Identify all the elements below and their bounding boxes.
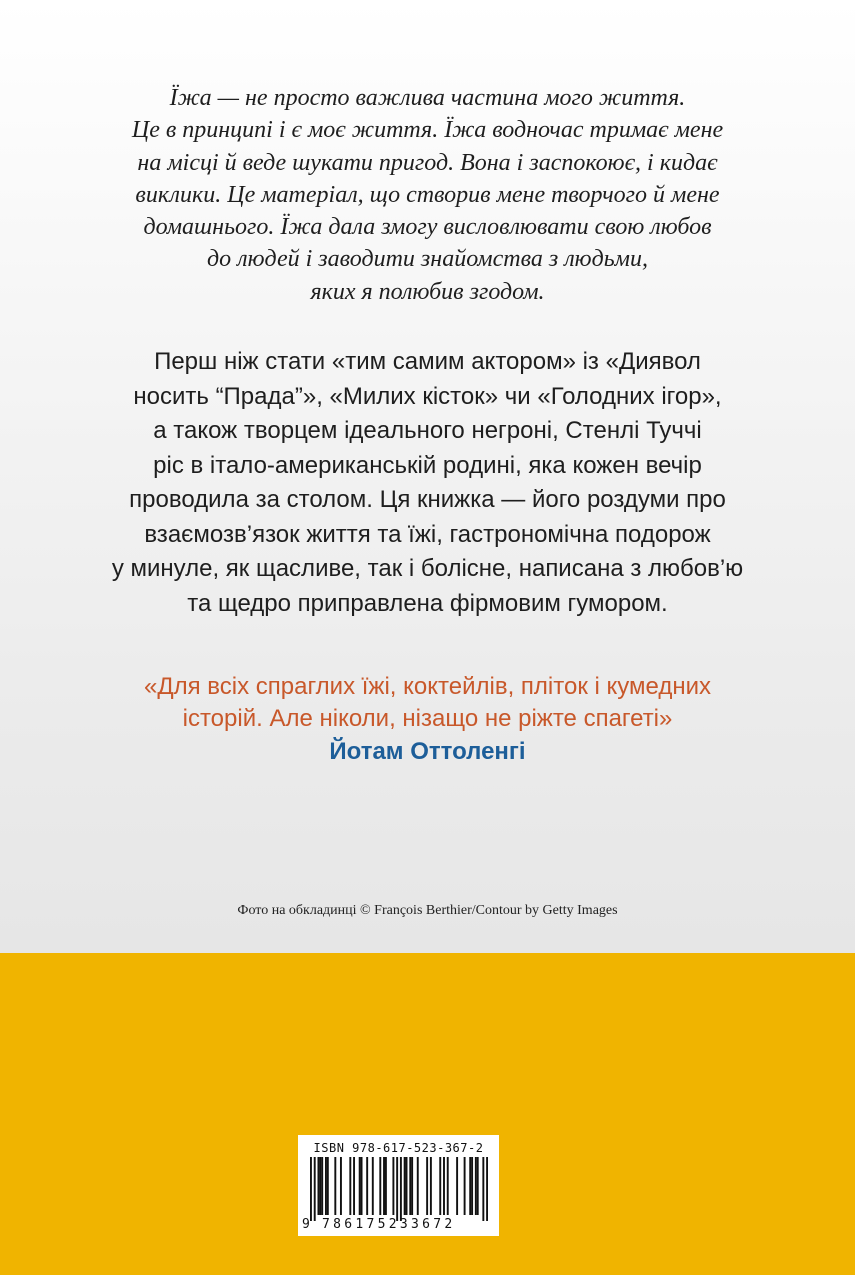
barcode-bar <box>392 1157 394 1215</box>
barcode-bar <box>340 1157 342 1215</box>
quote-author: Йотам Оттоленгі <box>329 738 526 765</box>
description-line: проводила за столом. Ця книжка — його роздуми про <box>129 486 726 513</box>
barcode-bar <box>439 1157 441 1215</box>
epigraph-line: до людей і заводити знайомства з людьми, <box>207 246 648 273</box>
barcode-bar <box>327 1157 329 1215</box>
description-line: у минуле, як щасливе, так і болісне, написана з любов’ю <box>111 555 744 582</box>
barcode-bar <box>456 1157 458 1215</box>
barcode-bar <box>409 1157 411 1215</box>
barcode-bar <box>430 1157 432 1215</box>
barcode-bar <box>486 1157 488 1221</box>
description-line: Перш ніж стати «тим самим актором» із «Диявол <box>154 348 701 375</box>
epigraph-text <box>60 82 795 308</box>
barcode-bar <box>366 1157 368 1215</box>
description-line: а також творцем ідеального негроні, Стенлі Туччі <box>153 417 702 444</box>
barcode-bar <box>475 1157 477 1215</box>
epigraph-line: домашнього. Їжа дала змогу висловлювати свою любов <box>143 214 712 241</box>
description-line: носить “Прада”», «Милих кісток» чи «Голодних ігор», <box>133 382 722 410</box>
barcode-bar <box>314 1157 316 1221</box>
barcode-bar <box>379 1157 381 1215</box>
barcode-bar <box>334 1157 336 1215</box>
barcode-bar <box>310 1157 312 1221</box>
barcode-bar <box>349 1157 351 1215</box>
barcode-bar <box>417 1157 419 1215</box>
epigraph-line: виклики. Це матеріал, що створив мене творчого й мене <box>135 181 720 208</box>
barcode-bar <box>443 1157 445 1215</box>
barcode-bar <box>372 1157 374 1215</box>
barcode-bar <box>396 1157 398 1221</box>
isbn-barcode <box>298 1135 499 1236</box>
barcode-bar <box>406 1157 408 1215</box>
barcode-bar <box>482 1157 484 1221</box>
description-line: ріс в італо-американській родині, яка кожен вечір <box>153 451 702 479</box>
barcode-bar <box>477 1157 479 1215</box>
isbn-label: ISBN 978-617-523-367-2 <box>313 1141 484 1155</box>
book-description <box>60 345 795 621</box>
epigraph-line: Це в принципі і є моє життя. Їжа водночас тримає мене <box>131 117 724 144</box>
barcode-bar <box>411 1157 413 1215</box>
barcode-bar <box>447 1157 449 1215</box>
description-line: та щедро приправлена фірмовим гумором. <box>187 589 668 617</box>
barcode-bar <box>385 1157 387 1215</box>
barcode-bars <box>310 1157 488 1221</box>
barcode-bar <box>469 1157 471 1215</box>
barcode-bar <box>426 1157 428 1215</box>
photo-credit: Фото на обкладинці © François Berthier/Contour by Getty Images <box>237 903 618 918</box>
barcode-bar <box>359 1157 361 1215</box>
barcode-digit-string: 786175233672 <box>322 1217 456 1232</box>
barcode-bar <box>383 1157 385 1215</box>
epigraph-line: на місці й веде шукати пригод. Вона і заспокоює, і кидає <box>137 149 718 176</box>
epigraph-line: Їжа — не просто важлива частина мого життя. <box>169 85 686 111</box>
barcode-bar <box>353 1157 355 1215</box>
review-quote <box>60 671 795 735</box>
barcode-bar <box>325 1157 327 1215</box>
quote-line: «Для всіх спраглих їжі, коктейлів, пліток і кумедних <box>144 673 711 700</box>
barcode-bar <box>321 1157 323 1215</box>
barcode-bar <box>404 1157 406 1215</box>
quote-line: історій. Але ніколи, нізащо не ріжте спагеті» <box>182 705 673 732</box>
barcode-bar <box>400 1157 402 1221</box>
barcode-first-digit: 9 <box>302 1217 310 1232</box>
barcode-bar <box>319 1157 321 1215</box>
barcode-bar <box>361 1157 363 1215</box>
barcode-bar <box>471 1157 473 1215</box>
barcode-bar <box>317 1157 319 1215</box>
barcode-bar <box>464 1157 466 1215</box>
description-line: взаємозв’язок життя та їжі, гастрономічна подорож <box>144 520 711 548</box>
epigraph-line: яких я полюбив згодом. <box>310 278 545 305</box>
